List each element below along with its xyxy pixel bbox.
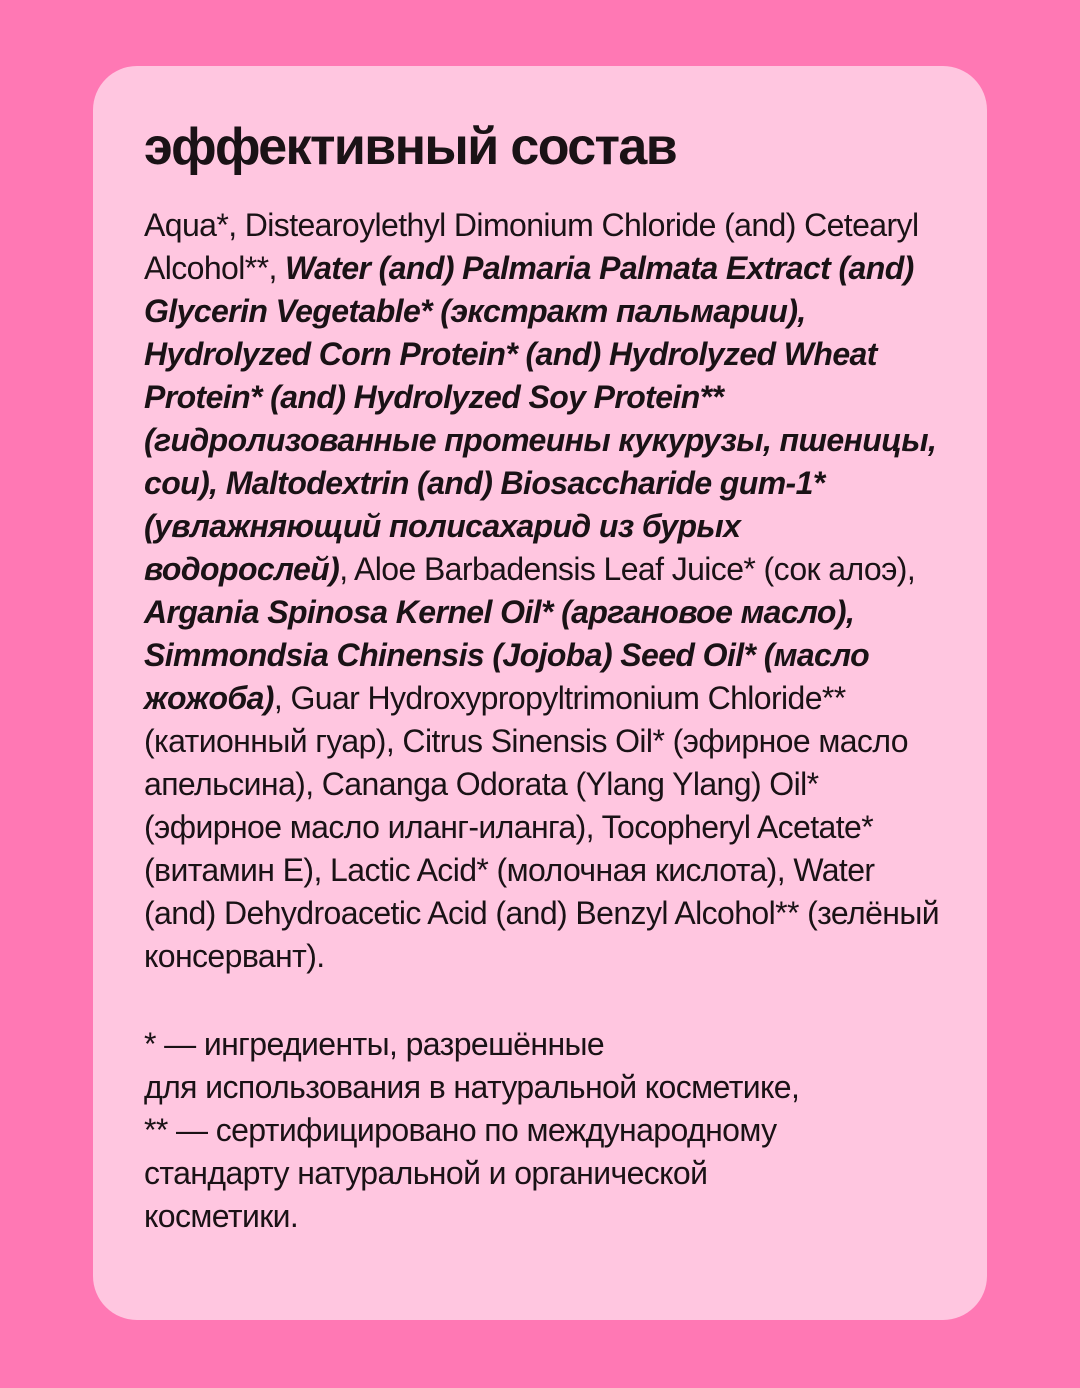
composition-segment: , Aloe Barbadensis Leaf Juice* (сок алоэ), — [339, 551, 916, 587]
composition-text — [144, 204, 947, 978]
composition-segment: Aqua*, Distearoylethyl Dimonium Chloride (and) Cetearyl Alcohol**, — [144, 207, 919, 286]
footnote-line: ** — сертифицировано по международному — [144, 1112, 777, 1148]
composition-segment-highlight: Water (and) Palmaria Palmata Extract (and) Glycerin Vegetable* (экстракт пальмарии), Hydrolyzed Corn Protein* (and) Hydrolyzed Wheat Protein* (and) Hydrolyzed Soy Protein** (гидролизованные протеины кукурузы, пшеницы, сои), Maltodextrin (and) Biosaccharide gum-1* (увлажняющий полисахарид из бурых водорослей) — [144, 250, 937, 587]
ingredients-card — [93, 66, 987, 1320]
footnote-line: для использования в натуральной косметике, — [144, 1069, 800, 1105]
composition-segment: , Guar Hydroxypropyltrimonium Chloride** (катионный гуар), Citrus Sinensis Oil* (эфирное масло апельсина), Cananga Odorata (Ylang Ylang) Oil* (эфирное масло иланг-иланга), Tocopheryl Acetate* (витамин Е), Lactic Acid* (молочная кислота), Water (and) Dehydroacetic Acid (and) Benzyl Alcohol** (зелёный консервант). — [144, 680, 940, 974]
footnote-line: косметики. — [144, 1198, 299, 1234]
composition-segment-highlight: Argania Spinosa Kernel Oil* (аргановое масло), Simmondsia Chinensis (Jojoba) Seed Oil* (масло жожоба) — [144, 594, 870, 716]
card-title: эффективный состав — [144, 118, 677, 176]
footnote-line: стандарту натуральной и органической — [144, 1155, 708, 1191]
footnotes — [144, 1023, 947, 1238]
footnote-line: * — ингредиенты, разрешённые — [144, 1026, 605, 1062]
